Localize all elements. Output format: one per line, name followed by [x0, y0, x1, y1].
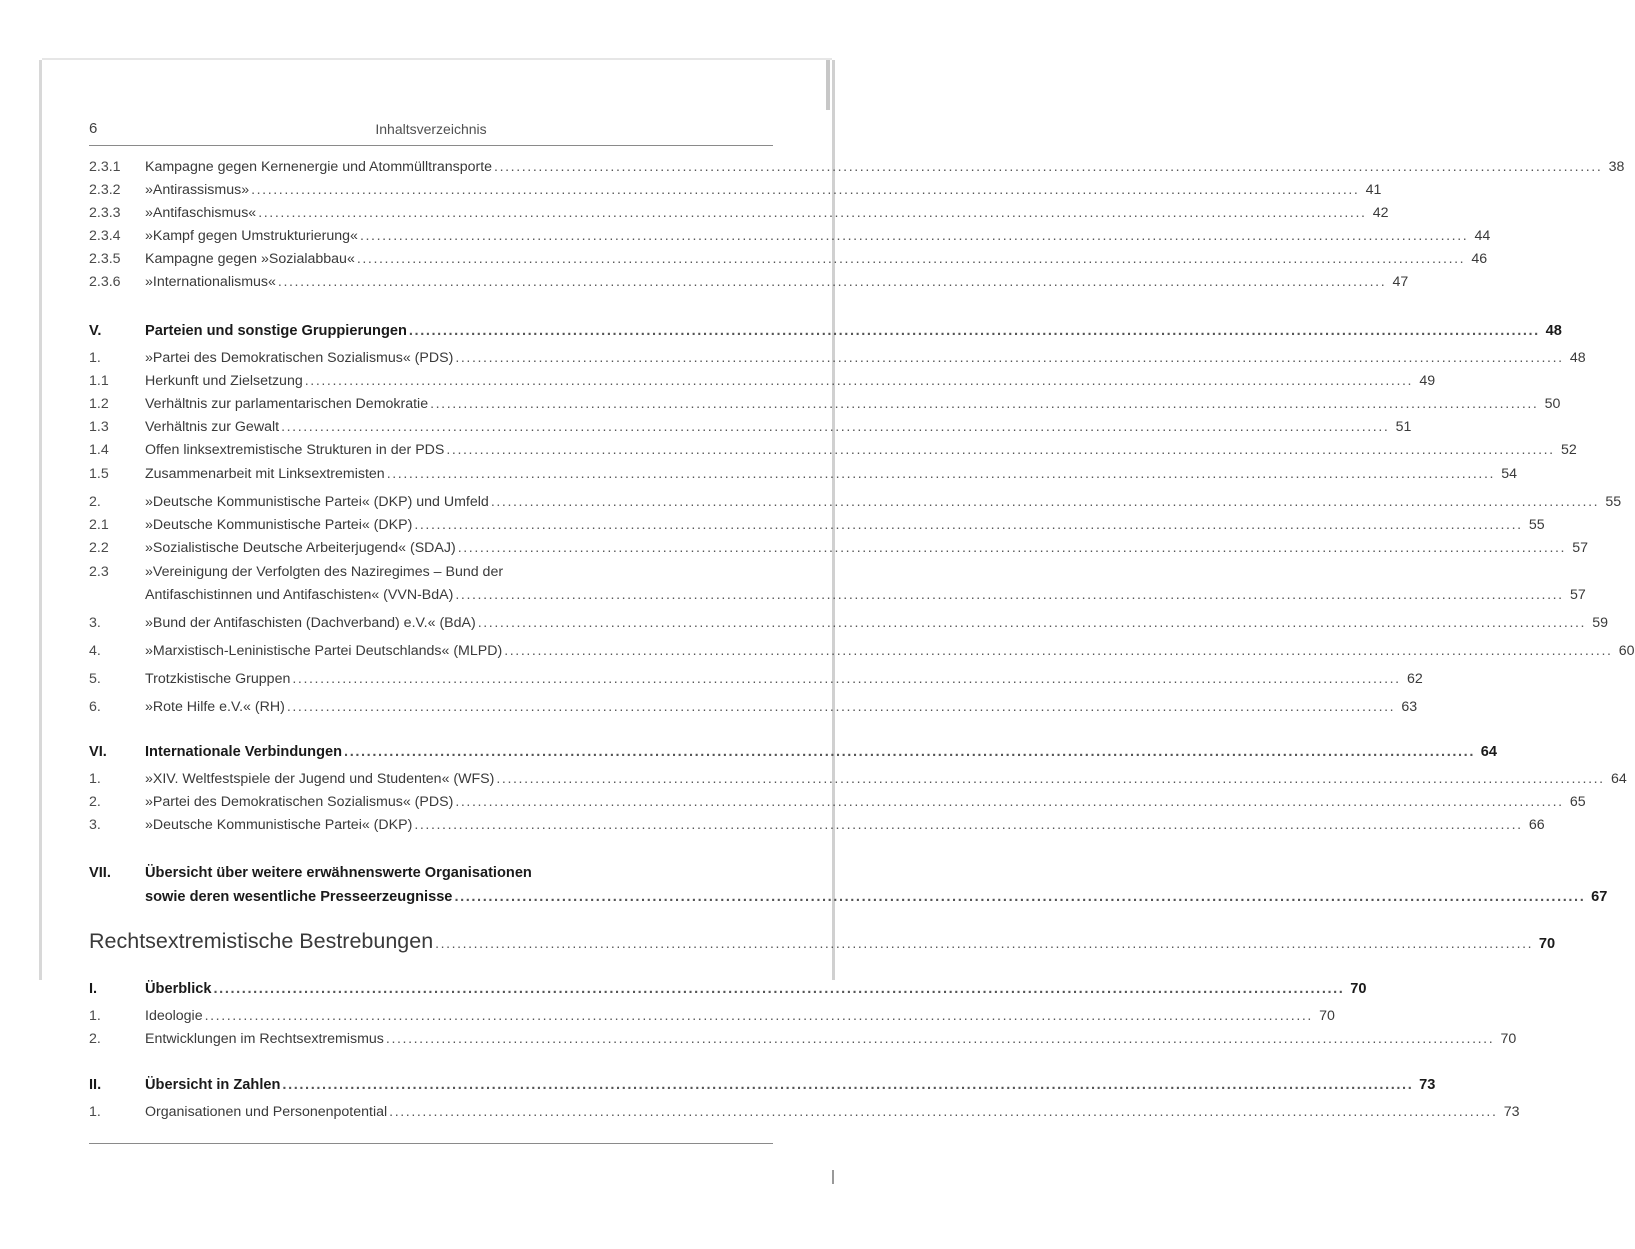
leader-dots: ........................................................................................................................................................................................................	[385, 1031, 1495, 1047]
toc-entry-continuation[interactable]	[89, 587, 1586, 609]
toc-entry-title: Übersicht über weitere erwähnenswerte Organisationen	[145, 865, 532, 881]
toc-entry[interactable]	[89, 350, 1586, 372]
toc-entry-page: 60	[1618, 643, 1635, 659]
toc-entry-number: VII.	[89, 865, 111, 881]
toc-entry-page: 66	[1528, 817, 1545, 833]
toc-entry-page: 54	[1501, 466, 1518, 482]
toc-entry-number: 2.3.2	[89, 182, 121, 198]
toc-entry-title: Antifaschistinnen und Antifaschisten« (VVN-BdA)	[145, 587, 454, 603]
toc-entry[interactable]	[89, 643, 1635, 665]
toc-entry-page: 52	[1560, 442, 1577, 458]
toc-entry-title: Trotzkistische Gruppen	[145, 671, 291, 687]
toc-entry-page: 51	[1395, 419, 1412, 435]
toc-entry-number: V.	[89, 323, 102, 339]
toc-entry-title: Herkunft und Zielsetzung	[145, 373, 303, 389]
toc-part-title: Rechtsextremistische Bestrebungen	[89, 929, 434, 953]
toc-entry-number: 6.	[89, 699, 101, 715]
toc-entry-title: Organisationen und Personenpotential	[145, 1104, 388, 1120]
toc-entry-page: 55	[1605, 494, 1622, 510]
toc-entry[interactable]	[89, 671, 1423, 693]
toc-entry[interactable]	[89, 1104, 1520, 1126]
toc-entry[interactable]	[89, 615, 1609, 637]
toc-entry-title: Entwicklungen im Rechtsextremismus	[145, 1031, 384, 1047]
toc-entry-number: I.	[89, 981, 98, 997]
toc-entry-title: »Internationalismus«	[145, 274, 276, 290]
toc-section-heading[interactable]	[89, 323, 1562, 345]
leader-dots: ........................................................................................................................................................................................................	[277, 274, 1387, 290]
toc-section-heading[interactable]	[89, 1077, 1436, 1099]
toc-entry[interactable]	[89, 540, 1589, 562]
toc-entry[interactable]	[89, 1031, 1517, 1053]
toc-entry-title: Überblick	[145, 981, 212, 997]
toc-entry-number: 1.	[89, 350, 101, 366]
toc-entry-number: 2.2	[89, 540, 109, 556]
toc-entry-title: sowie deren wesentliche Presseerzeugnisse	[145, 889, 453, 905]
toc-entry-page: 57	[1569, 587, 1586, 603]
toc-entry-page: 73	[1419, 1077, 1436, 1093]
toc-entry-page: 49	[1419, 373, 1436, 389]
toc-entry-title: »Partei des Demokratischen Sozialismus« (PDS)	[145, 794, 454, 810]
toc-entry-number: 1.	[89, 1008, 101, 1024]
leader-dots: ........................................................................................................................................................................................................	[455, 350, 1564, 366]
toc-entry-title: »Rote Hilfe e.V.« (RH)	[145, 699, 285, 715]
leader-dots: ........................................................................................................................................................................................................	[304, 373, 1414, 389]
toc-entry-page: 38	[1608, 159, 1625, 175]
toc-entry-page: 70	[1350, 981, 1367, 997]
toc-entry[interactable]	[89, 699, 1418, 721]
leader-dots: ........................................................................................................................................................................................................	[258, 205, 1367, 221]
toc-section-heading-continuation[interactable]	[89, 889, 1608, 911]
leader-dots: ........................................................................................................................................................................................................	[213, 981, 1345, 997]
leader-dots: ........................................................................................................................................................................................................	[282, 1077, 1414, 1093]
leader-dots: ........................................................................................................................................................................................................	[477, 615, 1587, 631]
toc-entry-number: 5.	[89, 671, 101, 687]
toc-entry-number: 2.3.4	[89, 228, 121, 244]
leader-dots: ........................................................................................................................................................................................................	[389, 1104, 1498, 1120]
leader-dots: ........................................................................................................................................................................................................	[386, 466, 1496, 482]
toc-entry-number: 2.1	[89, 517, 109, 533]
toc-entry[interactable]	[89, 396, 1561, 418]
toc-entry-title: Zusammenarbeit mit Linksextremisten	[145, 466, 385, 482]
toc-entry[interactable]	[89, 564, 773, 586]
scan-edge-mark	[826, 60, 830, 110]
toc-entry-number: 1.1	[89, 373, 109, 389]
leader-dots: ........................................................................................................................................................................................................	[292, 671, 1401, 687]
toc-entry-number: 2.3.5	[89, 251, 121, 267]
toc-entry-title: »XIV. Weltfestspiele der Jugend und Studenten« (WFS)	[145, 771, 495, 787]
page-header	[89, 120, 773, 144]
toc-entry[interactable]	[89, 159, 1625, 181]
leader-dots: ........................................................................................................................................................................................................	[204, 1008, 1313, 1024]
leader-dots: ........................................................................................................................................................................................................	[454, 889, 1586, 905]
toc-entry[interactable]	[89, 794, 1586, 816]
toc-entry-page: 65	[1569, 794, 1586, 810]
page-number: 6	[89, 120, 98, 137]
scan-edge-mark	[832, 1170, 834, 1184]
toc-entry-title: »Deutsche Kommunistische Partei« (DKP)	[145, 517, 413, 533]
leader-dots: ........................................................................................................................................................................................................	[344, 744, 1475, 760]
toc-entry-number: 2.3.1	[89, 159, 121, 175]
toc-entry[interactable]	[89, 494, 1622, 516]
leader-dots: ........................................................................................................................................................................................................	[286, 699, 1396, 715]
toc-entry-number: 2.3.3	[89, 205, 121, 221]
toc-entry-page: 59	[1592, 615, 1609, 631]
toc-section-heading[interactable]	[89, 981, 1367, 1003]
toc-entry[interactable]	[89, 274, 1409, 296]
toc-entry-number: 1.	[89, 1104, 101, 1120]
toc-entry-page: 48	[1569, 350, 1586, 366]
running-title: Inhaltsverzeichnis	[375, 121, 487, 137]
leader-dots: ........................................................................................................................................................................................................	[356, 251, 1466, 267]
toc-entry-number: VI.	[89, 744, 107, 760]
toc-entry[interactable]	[89, 442, 1577, 464]
toc-entry-title: »Partei des Demokratischen Sozialismus« (PDS)	[145, 350, 454, 366]
leader-dots: ........................................................................................................................................................................................................	[455, 587, 1564, 603]
toc-entry-number: 4.	[89, 643, 101, 659]
leader-dots: ........................................................................................................................................................................................................	[359, 228, 1469, 244]
toc-entry-title: »Antifaschismus«	[145, 205, 257, 221]
toc-entry-page: 64	[1610, 771, 1627, 787]
toc-entry-title: »Bund der Antifaschisten (Dachverband) e.V.« (BdA)	[145, 615, 476, 631]
toc-entry-number: 1.4	[89, 442, 109, 458]
toc-entry-number: 2.	[89, 494, 101, 510]
footer-divider	[89, 1143, 773, 1144]
toc-entry-title: Kampagne gegen Kernenergie und Atommülltransporte	[145, 159, 493, 175]
toc-entry-title: Internationale Verbindungen	[145, 744, 343, 760]
toc-entry-number: 2.	[89, 794, 101, 810]
toc-entry-page: 64	[1480, 744, 1497, 760]
leader-dots: ........................................................................................................................................................................................................	[281, 419, 1390, 435]
leader-dots: ........................................................................................................................................................................................................	[494, 159, 1603, 175]
toc-entry[interactable]	[89, 419, 1412, 441]
leader-dots: ........................................................................................................................................................................................................	[251, 182, 1360, 198]
toc-entry-page: 62	[1406, 671, 1423, 687]
toc-entry-page: 70	[1538, 936, 1556, 952]
leader-dots: ........................................................................................................................................................................................................	[414, 817, 1523, 833]
header-divider	[89, 145, 773, 146]
toc-entry[interactable]	[89, 373, 1436, 395]
toc-entry-page: 41	[1365, 182, 1382, 198]
toc-entry[interactable]	[89, 817, 1545, 839]
toc-entry-number: 2.	[89, 1031, 101, 1047]
toc-entry-page: 73	[1503, 1104, 1520, 1120]
toc-entry-title: Offen linksextremistische Strukturen in der PDS	[145, 442, 445, 458]
leader-dots: ........................................................................................................................................................................................................	[430, 396, 1539, 412]
toc-entry[interactable]	[89, 771, 1627, 793]
toc-entry-page: 42	[1372, 205, 1389, 221]
toc-entry-number: 2.3.6	[89, 274, 121, 290]
toc-entry-title: »Marxistisch-Leninistische Partei Deutschlands« (MLPD)	[145, 643, 503, 659]
toc-entry-number: 1.5	[89, 466, 109, 482]
toc-entry-page: 63	[1401, 699, 1418, 715]
toc-entry-title: »Deutsche Kommunistische Partei« (DKP) und Umfeld	[145, 494, 489, 510]
toc-entry[interactable]	[89, 228, 1491, 250]
toc-entry-page: 70	[1319, 1008, 1335, 1024]
leader-dots: ........................................................................................................................................................................................................	[496, 771, 1605, 787]
toc-entry-page: 46	[1471, 251, 1488, 267]
toc-part-heading[interactable]	[89, 929, 1556, 959]
toc-section-heading[interactable]	[89, 744, 1497, 766]
toc-entry-title: »Antirassismus»	[145, 182, 250, 198]
leader-dots: ........................................................................................................................................................................................................	[504, 643, 1613, 659]
toc-entry-title: Kampagne gegen »Sozialabbau«	[145, 251, 355, 267]
toc-entry-page: 57	[1572, 540, 1589, 556]
toc-entry-title: Parteien und sonstige Gruppierungen	[145, 323, 407, 339]
toc-entry[interactable]	[89, 182, 1382, 204]
toc-entry-title: Verhältnis zur parlamentarischen Demokratie	[145, 396, 429, 412]
leader-dots: ........................................................................................................................................................................................................	[414, 517, 1523, 533]
toc-entry-number: 2.3	[89, 564, 109, 580]
toc-entry-title: Übersicht in Zahlen	[145, 1077, 281, 1093]
leader-dots: ........................................................................................................................................................................................................	[435, 935, 1534, 951]
toc-entry[interactable]	[89, 1008, 1335, 1030]
toc-entry-page: 48	[1545, 323, 1562, 339]
toc-entry-number: 1.2	[89, 396, 109, 412]
toc-entry-number: 3.	[89, 817, 101, 833]
leader-dots: ........................................................................................................................................................................................................	[446, 442, 1555, 458]
toc-entry-page: 67	[1591, 889, 1608, 905]
leader-dots: ........................................................................................................................................................................................................	[457, 540, 1567, 556]
toc-entry-page: 44	[1474, 228, 1491, 244]
toc-entry-number: II.	[89, 1077, 102, 1093]
toc-entry[interactable]	[89, 517, 1545, 539]
leader-dots: ........................................................................................................................................................................................................	[455, 794, 1564, 810]
toc-entry-title: »Kampf gegen Umstrukturierung«	[145, 228, 358, 244]
leader-dots: ........................................................................................................................................................................................................	[490, 494, 1600, 510]
toc-entry-title: Ideologie	[145, 1008, 203, 1024]
toc-entry[interactable]	[89, 466, 1518, 488]
leader-dots: ........................................................................................................................................................................................................	[408, 323, 1540, 339]
toc-entry-title: »Vereinigung der Verfolgten des Naziregimes – Bund der	[145, 564, 504, 580]
toc-entry[interactable]	[89, 251, 1488, 273]
toc-entry-page: 47	[1392, 274, 1409, 290]
toc-section-heading[interactable]	[89, 865, 773, 887]
toc-entry-number: 1.3	[89, 419, 109, 435]
toc-entry-page: 55	[1528, 517, 1545, 533]
toc-entry-title: »Sozialistische Deutsche Arbeiterjugend« (SDAJ)	[145, 540, 456, 556]
toc-entry-title: Verhältnis zur Gewalt	[145, 419, 280, 435]
toc-entry-number: 3.	[89, 615, 101, 631]
toc-entry-title: »Deutsche Kommunistische Partei« (DKP)	[145, 817, 413, 833]
toc-entry-number: 1.	[89, 771, 101, 787]
toc-entry-page: 50	[1544, 396, 1561, 412]
toc-entry-page: 70	[1500, 1031, 1517, 1047]
toc-entry[interactable]	[89, 205, 1389, 227]
